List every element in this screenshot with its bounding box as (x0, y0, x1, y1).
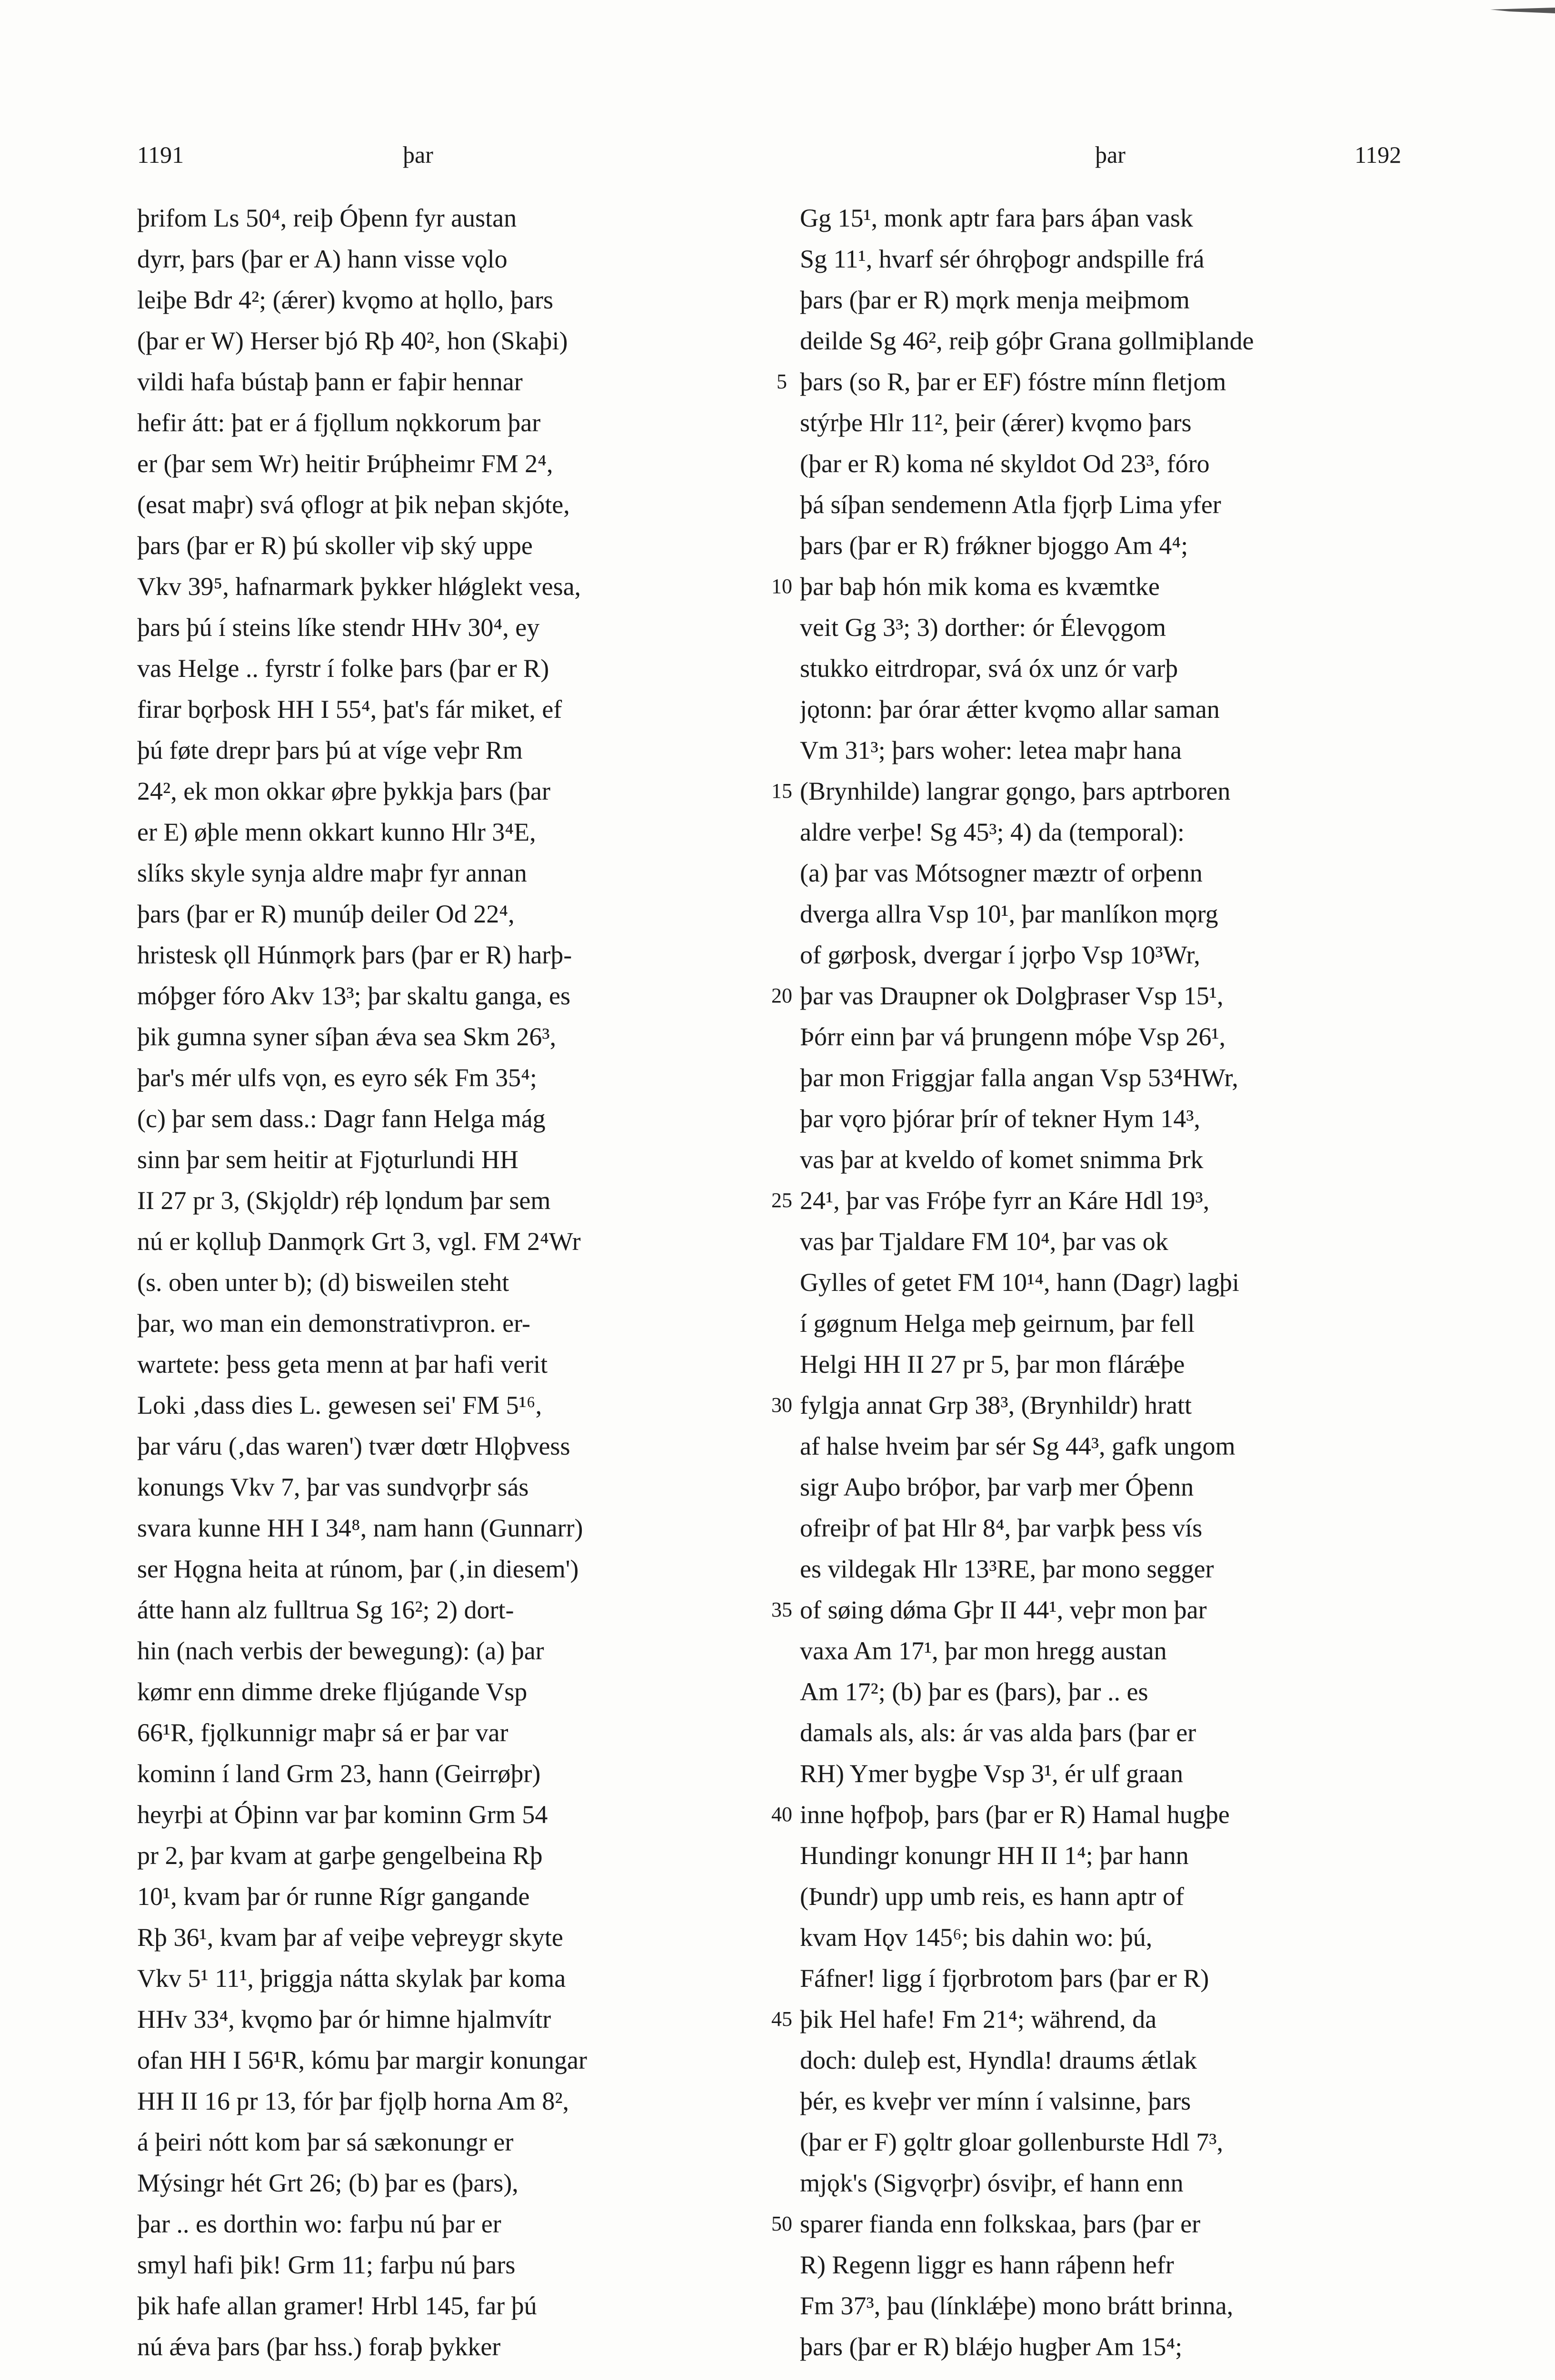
text-line: of søing dǿma Gþr II 44¹, veþr mon þar (800, 1596, 1207, 1624)
text-line: deilde Sg 46², reiþ góþr Grana gollmiþlande (800, 327, 1254, 355)
text-line: þar, wo man ein demonstrativpron. er- (137, 1309, 531, 1338)
scan-edge-mark (1490, 7, 1555, 19)
text-line: 24¹, þar vas Fróþe fyrr an Káre Hdl 19³, (800, 1186, 1210, 1215)
line-number: 25 (771, 1189, 792, 1212)
text-line: vas þar Tjaldare FM 10⁴, þar vas ok (800, 1227, 1168, 1256)
text-line: Fm 37³, þau (línklǽþe) mono brátt brinna, (800, 2291, 1234, 2320)
text-line: es vildegak Hlr 13³RE, þar mono segger (800, 1555, 1214, 1583)
text-line: þars (þar er R) þú skoller viþ ský uppe (137, 531, 533, 560)
text-line: þá síþan sendemenn Atla fjǫrþ Lima yfer (800, 490, 1221, 519)
text-line: Gg 15¹, monk aptr fara þars áþan vask (800, 204, 1193, 232)
text-line: (Brynhilde) langrar gǫngo, þars aptrboren (800, 777, 1231, 805)
text-line: þér, es kveþr ver mínn í valsinne, þars (800, 2087, 1191, 2115)
text-line: Helgi HH II 27 pr 5, þar mon flárǽþe (800, 1350, 1185, 1378)
text-line: stukko eitrdropar, svá óx unz ór varþ (800, 654, 1178, 683)
text-line: þar mon Friggjar falla angan Vsp 53⁴HWr, (800, 1063, 1238, 1092)
text-line: þrifom Ls 50⁴, reiþ Óþenn fyr austan (137, 204, 517, 232)
left-page-number: 1191 (137, 141, 184, 168)
text-line: doch: duleþ est, Hyndla! draums ǽtlak (800, 2046, 1197, 2074)
left-text-column (137, 198, 763, 2367)
text-line: móþger fóro Akv 13³; þar skaltu ganga, es (137, 982, 570, 1010)
text-line: hin (nach verbis der bewegung): (a) þar (137, 1636, 544, 1665)
text-line: nú er kǫlluþ Danmǫrk Grt 3, vgl. FM 2⁴Wr (137, 1227, 581, 1256)
text-line: (þar er F) gǫltr gloar gollenburste Hdl 7³, (800, 2128, 1223, 2156)
text-line: þar vas Draupner ok Dolgþraser Vsp 15¹, (800, 982, 1224, 1010)
text-line: Þórr einn þar vá þrungenn móþe Vsp 26¹, (800, 1022, 1226, 1051)
text-line: HHv 33⁴, kvǫmo þar ór himne hjalmvítr (137, 2005, 551, 2033)
text-line: Hundingr konungr HH II 1⁴; þar hann (800, 1841, 1189, 1870)
left-running-headword: þar (403, 141, 433, 168)
text-line: jǫtonn: þar órar ǽtter kvǫmo allar saman (800, 695, 1220, 724)
text-line: heyrþi at Óþinn var þar kominn Grm 54 (137, 1800, 548, 1829)
text-line: slíks skyle synja aldre maþr fyr annan (137, 859, 527, 887)
text-line: þars (þar er R) munúþ deiler Od 22⁴, (137, 900, 515, 928)
text-line: svara kunne HH I 34⁸, nam hann (Gunnarr) (137, 1514, 583, 1542)
text-line: Vkv 39⁵, hafnarmark þykker hlǿglekt vesa, (137, 572, 581, 601)
text-line: (Þundr) upp umb reis, es hann aptr of (800, 1882, 1184, 1911)
text-line: hristesk ǫll Húnmǫrk þars (þar er R) harþ- (137, 941, 572, 969)
text-line: þars þú í steins líke stendr HHv 30⁴, ey (137, 613, 540, 642)
text-line: þik hafe allan gramer! Hrbl 145, far þú (137, 2291, 537, 2320)
text-line: Sg 11¹, hvarf sér óhrǫþogr andspille frá (800, 245, 1205, 273)
text-line: RH) Ymer bygþe Vsp 3¹, ér ulf graan (800, 1759, 1183, 1788)
text-line: Vkv 5¹ 11¹, þriggja nátta skylak þar koma (137, 1964, 566, 1993)
text-line: vas Helge .. fyrstr í folke þars (þar er R) (137, 654, 549, 683)
text-line: (s. oben unter b); (d) bisweilen steht (137, 1268, 509, 1297)
text-line: þars (þar er R) mǫrk menja meiþmom (800, 286, 1190, 314)
text-line: (a) þar vas Mótsogner mæztr of orþenn (800, 859, 1203, 887)
text-line: af halse hveim þar sér Sg 44³, gafk ungom (800, 1432, 1236, 1460)
text-line: sparer fianda enn folkskaa, þars (þar er (800, 2210, 1201, 2238)
text-line: R) Regenn liggr es hann ráþenn hefr (800, 2251, 1174, 2279)
text-line: leiþe Bdr 4²; (ǽrer) kvǫmo at hǫllo, þars (137, 286, 553, 314)
text-line: dverga allra Vsp 10¹, þar manlíkon mǫrg (800, 900, 1218, 928)
right-running-headword: þar (1095, 141, 1126, 168)
text-line: Am 17²; (b) þar es (þars), þar .. es (800, 1677, 1148, 1706)
text-line: smyl hafi þik! Grm 11; farþu nú þars (137, 2251, 516, 2279)
text-line: þars (þar er R) blǽjo hugþer Am 15⁴; (800, 2332, 1183, 2361)
text-line: í gøgnum Helga meþ geirnum, þar fell (800, 1309, 1195, 1338)
text-line: þar váru (‚das waren') tvær dœtr Hlǫþvess (137, 1432, 570, 1460)
text-line: Fáfner! ligg í fjǫrbrotom þars (þar er R) (800, 1964, 1209, 1993)
text-line: ofreiþr of þat Hlr 8⁴, þar varþk þess vís (800, 1514, 1203, 1542)
text-line: Loki ‚dass dies L. gewesen sei' FM 5¹⁶, (137, 1391, 542, 1419)
line-number: 15 (771, 779, 792, 803)
text-line: Gylles of getet FM 10¹⁴, hann (Dagr) lagþi (800, 1268, 1239, 1297)
text-line: 66¹R, fjǫlkunnigr maþr sá er þar var (137, 1718, 508, 1747)
text-line: wartete: þess geta menn at þar hafi verit (137, 1350, 548, 1378)
text-line: sigr Auþo bróþor, þar varþ mer Óþenn (800, 1473, 1194, 1501)
text-line: nú ǽva þars (þar hss.) foraþ þykker (137, 2332, 501, 2361)
line-number: 45 (771, 2007, 792, 2031)
text-line: hefir átt: þat er á fjǫllum nǫkkorum þar (137, 408, 541, 437)
text-line: vaxa Am 17¹, þar mon hregg austan (800, 1636, 1167, 1665)
right-page-number: 1192 (1355, 141, 1402, 168)
line-number: 10 (771, 575, 792, 598)
text-line: (c) þar sem dass.: Dagr fann Helga mág (137, 1104, 546, 1133)
text-line: sinn þar sem heitir at Fjǫturlundi HH (137, 1145, 518, 1174)
line-number: 50 (771, 2212, 792, 2235)
text-line: þars (so R, þar er EF) fóstre mínn fletjom (800, 367, 1226, 396)
text-line: (þar er R) koma né skyldot Od 23³, fóro (800, 449, 1210, 478)
text-line: vildi hafa bústaþ þann er faþir hennar (137, 367, 523, 396)
text-line: stýrþe Hlr 11², þeir (ǽrer) kvǫmo þars (800, 408, 1192, 437)
text-line: firar bǫrþosk HH I 55⁴, þat's fár miket, ef (137, 695, 562, 724)
text-line: HH II 16 pr 13, fór þar fjǫlþ horna Am 8², (137, 2087, 569, 2115)
text-line: (esat maþr) svá ǫflogr at þik neþan skjóte, (137, 490, 570, 519)
line-number: 20 (771, 984, 792, 1007)
text-line: þar baþ hón mik koma es kvæmtke (800, 572, 1160, 601)
text-line: pr 2, þar kvam at garþe gengelbeina Rþ (137, 1841, 543, 1870)
text-line: átte hann alz fulltrua Sg 16²; 2) dort- (137, 1596, 514, 1624)
text-line: konungs Vkv 7, þar vas sundvǫrþr sás (137, 1473, 529, 1501)
text-line: Rþ 36¹, kvam þar af veiþe veþreygr skyte (137, 1923, 563, 1952)
text-line: vas þar at kveldo of komet snimma Þrk (800, 1145, 1204, 1174)
text-line: þik gumna syner síþan ǽva sea Skm 26³, (137, 1022, 557, 1051)
text-line: ofan HH I 56¹R, kómu þar margir konungar (137, 2046, 587, 2074)
text-line: mjǫk's (Sigvǫrþr) ósviþr, ef hann enn (800, 2169, 1184, 2197)
text-line: þar's mér ulfs vǫn, es eyro sék Fm 35⁴; (137, 1063, 537, 1092)
text-line: þik Hel hafe! Fm 21⁴; während, da (800, 2005, 1157, 2033)
text-line: aldre verþe! Sg 45³; 4) da (temporal): (800, 818, 1185, 846)
text-line: Mýsingr hét Grt 26; (b) þar es (þars), (137, 2169, 518, 2197)
right-text-column (800, 198, 1424, 2367)
text-line: kvam Hǫv 145⁶; bis dahin wo: þú, (800, 1923, 1153, 1952)
text-line: (þar er W) Herser bjó Rþ 40², hon (Skaþi) (137, 327, 568, 355)
text-line: damals als, als: ár vas alda þars (þar er (800, 1718, 1196, 1747)
text-line: 24², ek mon okkar øþre þykkja þars (þar (137, 777, 550, 805)
text-line: á þeiri nótt kom þar sá sækonungr er (137, 2128, 514, 2156)
text-line: II 27 pr 3, (Skjǫldr) réþ lǫndum þar sem (137, 1186, 551, 1215)
text-line: ser Hǫgna heita at rúnom, þar (‚in diesem') (137, 1555, 579, 1583)
text-line: er (þar sem Wr) heitir Þrúþheimr FM 2⁴, (137, 449, 553, 478)
text-line: Vm 31³; þars woher: letea maþr hana (800, 736, 1182, 764)
text-line: þú føte drepr þars þú at víge veþr Rm (137, 736, 523, 764)
text-line: inne hǫfþoþ, þars (þar er R) Hamal hugþe (800, 1800, 1230, 1829)
line-number: 40 (771, 1803, 792, 1826)
text-line: kominn í land Grm 23, hann (Geirrøþr) (137, 1759, 541, 1788)
text-line: þar vǫro þjórar þrír of tekner Hym 14³, (800, 1104, 1200, 1133)
line-number: 5 (777, 370, 787, 393)
text-line: dyrr, þars (þar er A) hann visse vǫlo (137, 245, 508, 273)
text-line: þars (þar er R) frǿkner bjoggo Am 4⁴; (800, 531, 1188, 560)
text-line: þar .. es dorthin wo: farþu nú þar er (137, 2210, 501, 2238)
text-line: 10¹, kvam þar ór runne Rígr gangande (137, 1882, 530, 1911)
line-number: 30 (771, 1393, 792, 1417)
text-line: of gørþosk, dvergar í jǫrþo Vsp 10³Wr, (800, 941, 1200, 969)
text-line: veit Gg 3³; 3) dorther: ór Élevǫgom (800, 613, 1166, 642)
text-line: er E) øþle menn okkart kunno Hlr 3⁴E, (137, 818, 536, 846)
text-line: fylgja annat Grp 38³, (Brynhildr) hratt (800, 1391, 1192, 1419)
line-number: 35 (771, 1598, 792, 1621)
text-line: kømr enn dimme dreke fljúgande Vsp (137, 1677, 528, 1706)
